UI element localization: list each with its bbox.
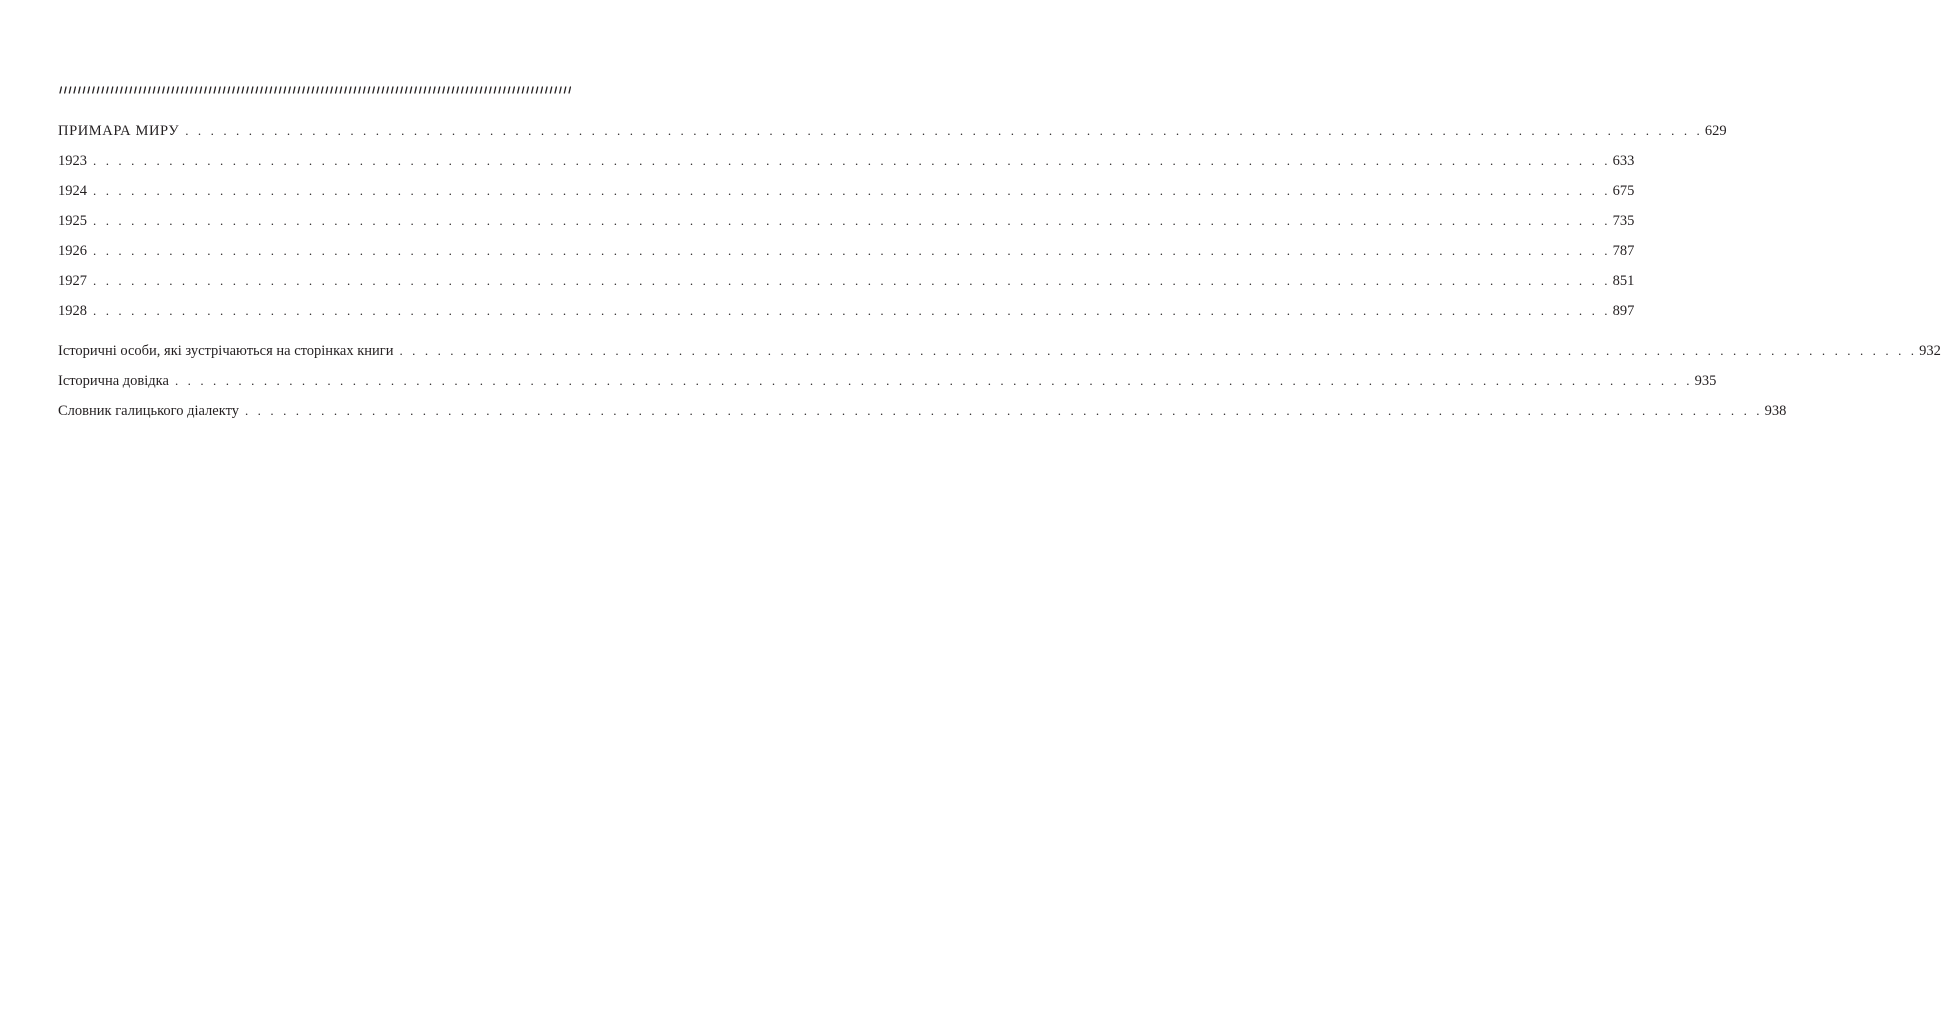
toc-entry[interactable] — [58, 401, 1787, 431]
tick-mark — [513, 87, 514, 93]
tick-mark — [209, 87, 210, 93]
tick-mark — [158, 87, 159, 93]
toc-entry[interactable] — [58, 181, 1635, 211]
tick-mark — [415, 87, 416, 93]
tick-mark — [364, 87, 365, 93]
tick-mark — [237, 87, 238, 93]
tick-mark — [508, 87, 509, 93]
tick-mark — [251, 87, 252, 93]
tick-mark — [303, 87, 304, 93]
toc-main-section — [58, 121, 1727, 331]
tick-mark — [550, 87, 551, 93]
tick-mark — [354, 87, 355, 93]
tick-mark — [111, 87, 112, 93]
tick-mark — [410, 87, 411, 93]
tick-mark — [223, 87, 224, 93]
toc-entry[interactable] — [58, 121, 1727, 151]
toc-entry-page-number: 938 — [1764, 403, 1787, 419]
tick-mark — [116, 87, 117, 93]
toc-dot-leader: . . . . . . . . . . . . . . . . . . . . . . . . . . . . . . . . . . . . . . . . . . . . . . . . . . . . . . . . . . . . . . . . . . . . . . . . . . . . . . . . . . . . . . . . . . . . . . . . . . . . . . . . . . . . . . . . . . . . . . . . — [185, 123, 1703, 138]
tick-mark — [331, 87, 332, 93]
table-of-contents — [58, 121, 1941, 431]
tick-mark — [163, 87, 164, 93]
tick-mark — [532, 87, 533, 93]
tick-mark — [373, 87, 374, 93]
tick-mark — [546, 87, 547, 93]
tick-mark — [462, 87, 463, 93]
tick-mark — [438, 87, 439, 93]
tick-mark — [279, 87, 280, 93]
tick-mark — [499, 87, 500, 93]
tick-mark — [326, 87, 327, 93]
tick-mark — [480, 87, 481, 93]
toc-entry-page-number: 935 — [1694, 373, 1717, 389]
tick-mark — [308, 87, 309, 93]
tick-mark — [527, 87, 528, 93]
tick-mark — [93, 87, 94, 93]
tick-mark — [340, 87, 341, 93]
tick-mark — [79, 87, 80, 93]
tick-mark — [457, 87, 458, 93]
tick-mark — [536, 87, 537, 93]
tick-mark — [541, 87, 542, 93]
toc-entry-page-number: 851 — [1612, 273, 1635, 289]
toc-dot-leader: . . . . . . . . . . . . . . . . . . . . . . . . . . . . . . . . . . . . . . . . . . . . . . . . . . . . . . . . . . . . . . . . . . . . . . . . . . . . . . . . . . . . . . . . . . . . . . . . . . . . . . . . . . . . . . . . . . . . . . . . — [399, 343, 1918, 358]
tick-mark — [434, 87, 435, 93]
tick-mark — [494, 87, 495, 93]
toc-entry-page-number: 675 — [1612, 183, 1635, 199]
tick-mark — [555, 87, 556, 93]
tick-divider-graphic — [58, 82, 572, 96]
tick-mark — [233, 87, 234, 93]
tick-mark — [205, 87, 206, 93]
tick-mark — [83, 87, 84, 93]
tick-mark — [294, 87, 295, 93]
tick-mark — [420, 87, 421, 93]
tick-mark — [466, 87, 467, 93]
tick-mark — [125, 87, 126, 93]
toc-dot-leader: . . . . . . . . . . . . . . . . . . . . . . . . . . . . . . . . . . . . . . . . . . . . . . . . . . . . . . . . . . . . . . . . . . . . . . . . . . . . . . . . . . . . . . . . . . . . . . . . . . . . . . . . . . . . . . . . . . . . . . . . — [244, 403, 1763, 418]
toc-appendix-section — [58, 341, 1941, 431]
toc-dot-leader: . . . . . . . . . . . . . . . . . . . . . . . . . . . . . . . . . . . . . . . . . . . . . . . . . . . . . . . . . . . . . . . . . . . . . . . . . . . . . . . . . . . . . . . . . . . . . . . . . . . . . . . . . . . . . . . . . . . . . . . . — [93, 213, 1611, 228]
tick-mark — [149, 87, 150, 93]
tick-mark — [350, 87, 351, 93]
tick-mark — [368, 87, 369, 93]
tick-mark — [102, 87, 103, 93]
tick-mark — [121, 87, 122, 93]
decorative-tick-divider — [58, 82, 572, 96]
tick-mark — [172, 87, 173, 93]
toc-section-gap — [58, 331, 581, 341]
tick-mark — [298, 87, 299, 93]
tick-mark — [200, 87, 201, 93]
tick-mark — [135, 87, 136, 93]
toc-entry-title: 1926 — [58, 243, 87, 259]
tick-mark — [139, 87, 140, 93]
tick-mark — [345, 87, 346, 93]
tick-mark — [322, 87, 323, 93]
toc-dot-leader: . . . . . . . . . . . . . . . . . . . . . . . . . . . . . . . . . . . . . . . . . . . . . . . . . . . . . . . . . . . . . . . . . . . . . . . . . . . . . . . . . . . . . . . . . . . . . . . . . . . . . . . . . . . . . . . . . . . . . . . . — [93, 183, 1611, 198]
tick-mark — [317, 87, 318, 93]
tick-mark — [181, 87, 182, 93]
toc-entry-title: Історичні особи, які зустрічаються на сторінках книги — [58, 343, 394, 359]
tick-mark — [177, 87, 178, 93]
tick-mark — [564, 87, 565, 93]
toc-dot-leader: . . . . . . . . . . . . . . . . . . . . . . . . . . . . . . . . . . . . . . . . . . . . . . . . . . . . . . . . . . . . . . . . . . . . . . . . . . . . . . . . . . . . . . . . . . . . . . . . . . . . . . . . . . . . . . . . . . . . . . . . — [93, 243, 1611, 258]
tick-mark — [88, 87, 89, 93]
tick-mark — [144, 87, 145, 93]
toc-entry[interactable] — [58, 271, 1635, 301]
tick-mark — [406, 87, 407, 93]
tick-mark — [452, 87, 453, 93]
toc-entry-page-number: 633 — [1612, 153, 1635, 169]
tick-mark — [153, 87, 154, 93]
tick-mark — [392, 87, 393, 93]
tick-mark — [195, 87, 196, 93]
tick-mark — [490, 87, 491, 93]
tick-mark — [387, 87, 388, 93]
tick-mark — [256, 87, 257, 93]
toc-entry-page-number: 735 — [1612, 213, 1635, 229]
tick-mark — [74, 87, 75, 93]
tick-mark — [242, 87, 243, 93]
tick-mark — [65, 87, 66, 93]
tick-mark — [401, 87, 402, 93]
tick-mark — [448, 87, 449, 93]
tick-mark — [265, 87, 266, 93]
toc-entry-page-number: 897 — [1612, 303, 1635, 319]
tick-mark — [569, 87, 570, 93]
tick-mark — [261, 87, 262, 93]
tick-mark — [130, 87, 131, 93]
tick-mark — [69, 87, 70, 93]
toc-dot-leader: . . . . . . . . . . . . . . . . . . . . . . . . . . . . . . . . . . . . . . . . . . . . . . . . . . . . . . . . . . . . . . . . . . . . . . . . . . . . . . . . . . . . . . . . . . . . . . . . . . . . . . . . . . . . . . . . . . . . . . . . — [93, 273, 1611, 288]
toc-entry-title: 1923 — [58, 153, 87, 169]
tick-mark — [476, 87, 477, 93]
toc-entry-title: Історична довідка — [58, 373, 169, 389]
tick-mark — [378, 87, 379, 93]
tick-mark — [429, 87, 430, 93]
tick-mark — [504, 87, 505, 93]
toc-dot-leader: . . . . . . . . . . . . . . . . . . . . . . . . . . . . . . . . . . . . . . . . . . . . . . . . . . . . . . . . . . . . . . . . . . . . . . . . . . . . . . . . . . . . . . . . . . . . . . . . . . . . . . . . . . . . . . . . . . . . . . . . — [93, 303, 1611, 318]
toc-entry-title: ПРИМАРА МИРУ — [58, 123, 180, 139]
tick-mark — [382, 87, 383, 93]
toc-entry-page-number: 787 — [1612, 243, 1635, 259]
toc-entry-page-number: 932 — [1919, 343, 1941, 359]
toc-entry[interactable] — [58, 341, 1941, 371]
tick-mark — [228, 87, 229, 93]
tick-mark — [167, 87, 168, 93]
tick-mark — [186, 87, 187, 93]
tick-mark — [247, 87, 248, 93]
tick-mark — [518, 87, 519, 93]
toc-entry[interactable] — [58, 151, 1635, 181]
toc-entry-title: 1928 — [58, 303, 87, 319]
tick-mark — [214, 87, 215, 93]
tick-mark — [107, 87, 108, 93]
toc-entry[interactable] — [58, 241, 1635, 271]
toc-entry-title: 1927 — [58, 273, 87, 289]
tick-mark — [289, 87, 290, 93]
tick-mark — [219, 87, 220, 93]
toc-entry[interactable] — [58, 301, 1635, 331]
toc-dot-leader: . . . . . . . . . . . . . . . . . . . . . . . . . . . . . . . . . . . . . . . . . . . . . . . . . . . . . . . . . . . . . . . . . . . . . . . . . . . . . . . . . . . . . . . . . . . . . . . . . . . . . . . . . . . . . . . . . . . . . . . . — [93, 153, 1611, 168]
toc-entry[interactable] — [58, 211, 1635, 241]
tick-mark — [284, 87, 285, 93]
tick-mark — [97, 87, 98, 93]
toc-entry[interactable] — [58, 371, 1717, 401]
tick-mark — [336, 87, 337, 93]
toc-entry-title: Словник галицького діалекту — [58, 403, 239, 419]
toc-entry-title: 1925 — [58, 213, 87, 229]
tick-mark — [396, 87, 397, 93]
tick-mark — [191, 87, 192, 93]
tick-mark — [359, 87, 360, 93]
tick-mark — [275, 87, 276, 93]
toc-dot-leader: . . . . . . . . . . . . . . . . . . . . . . . . . . . . . . . . . . . . . . . . . . . . . . . . . . . . . . . . . . . . . . . . . . . . . . . . . . . . . . . . . . . . . . . . . . . . . . . . . . . . . . . . . . . . . . . . . . . . . . . . — [174, 373, 1693, 388]
tick-mark — [60, 87, 61, 93]
tick-mark — [443, 87, 444, 93]
tick-mark — [485, 87, 486, 93]
toc-entry-page-number: 629 — [1704, 123, 1727, 139]
tick-mark — [560, 87, 561, 93]
tick-mark — [270, 87, 271, 93]
toc-entry-title: 1924 — [58, 183, 87, 199]
tick-mark — [312, 87, 313, 93]
tick-mark — [471, 87, 472, 93]
tick-mark — [522, 87, 523, 93]
tick-mark — [424, 87, 425, 93]
